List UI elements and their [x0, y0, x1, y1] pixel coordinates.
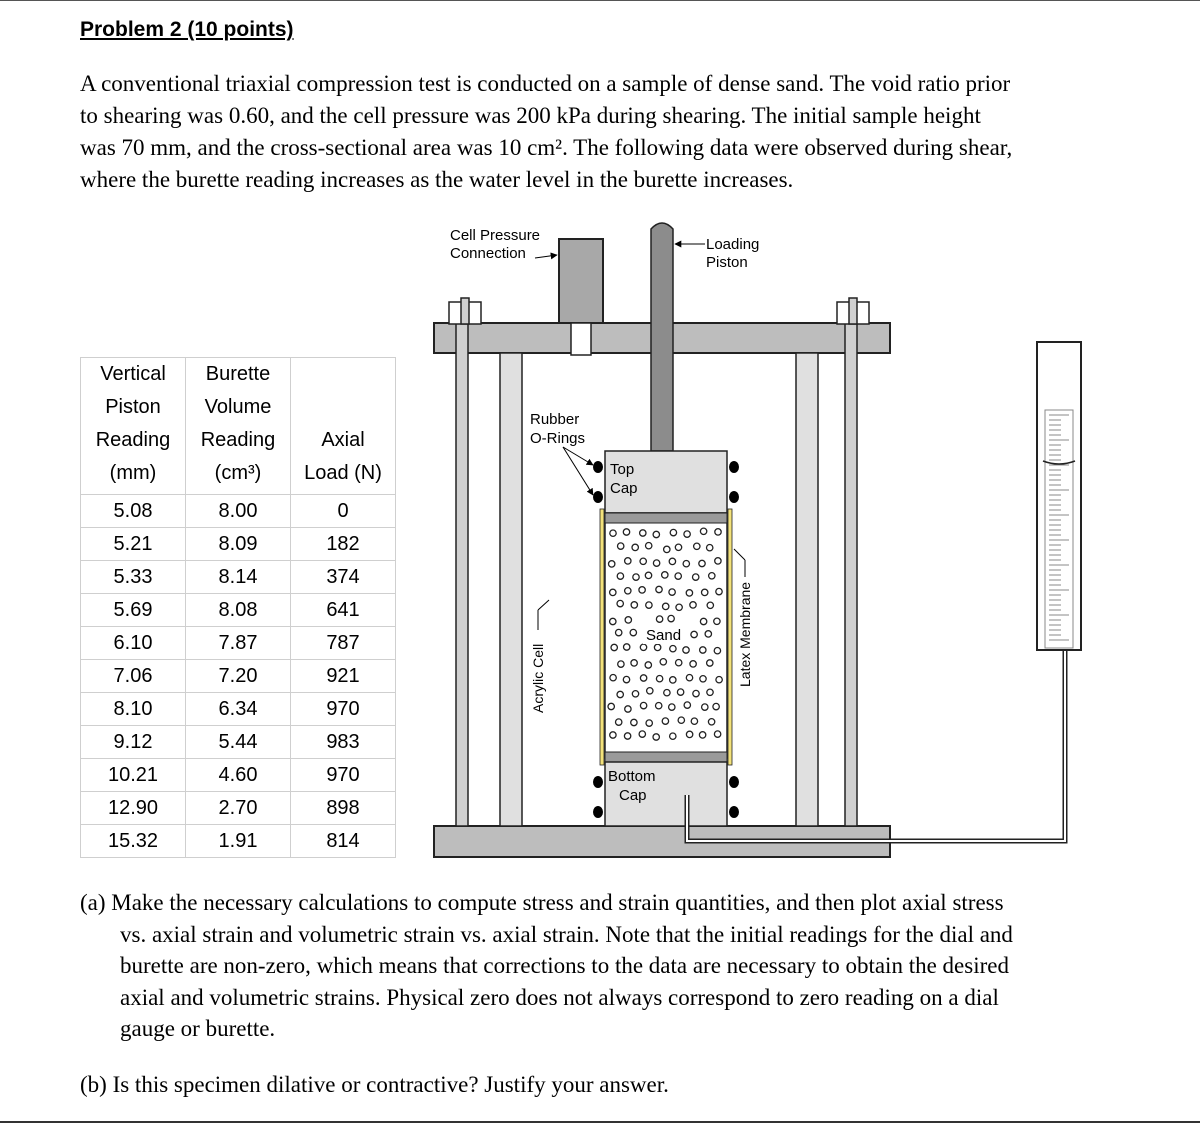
- question-a: [80, 887, 1110, 1045]
- cell-load: 970: [291, 759, 396, 792]
- header-piston-line: Vertical: [100, 363, 166, 385]
- acrylic-cell-wall-right: [796, 353, 818, 826]
- cell-piston: 6.10: [81, 627, 186, 660]
- statement-line: was 70 mm, and the cross-sectional area was 10 cm². The following data were observed during shear,: [80, 135, 1013, 160]
- cell-load: 0: [291, 495, 396, 528]
- cell-load: 787: [291, 627, 396, 660]
- header-piston-line: Reading: [95, 429, 171, 451]
- porous-stone-top: [605, 513, 727, 523]
- cell-pressure-connection: [559, 239, 603, 323]
- label-loading-piston: Piston: [706, 254, 748, 271]
- table-header-row: [81, 358, 396, 495]
- problem-statement: [80, 68, 1120, 196]
- label-bottom-cap: Bottom: [608, 768, 656, 785]
- table-row: [81, 627, 396, 660]
- header-load: [291, 358, 396, 495]
- table-row: [81, 594, 396, 627]
- header-piston-line: Piston: [105, 396, 161, 418]
- latex-membrane-right: [728, 509, 732, 765]
- cell-burette: 6.34: [186, 693, 291, 726]
- question-a-line: axial and volumetric strains. Physical zero does not always correspond to zero reading on a dial: [120, 984, 999, 1010]
- latex-membrane-left: [600, 509, 604, 765]
- table-row: [81, 825, 396, 858]
- top-rule: [0, 0, 1200, 1]
- statement-line: where the burette reading increases as the water level in the burette increases.: [80, 167, 794, 192]
- cell-piston: 8.10: [81, 693, 186, 726]
- tie-rod-right: [837, 298, 869, 826]
- cell-burette: 8.09: [186, 528, 291, 561]
- cell-burette: 8.14: [186, 561, 291, 594]
- table-row: [81, 726, 396, 759]
- table-row: [81, 693, 396, 726]
- cell-piston: 5.69: [81, 594, 186, 627]
- question-a-line: gauge or burette.: [120, 1016, 276, 1041]
- cell-burette: 2.70: [186, 792, 291, 825]
- label-cell-pressure: Cell Pressure: [450, 227, 541, 244]
- label-loading-piston: Loading: [706, 236, 760, 253]
- header-burette-line: (cm³): [214, 462, 262, 484]
- statement-line: to shearing was 0.60, and the cell pressure was 200 kPa during shearing. The initial sample height: [80, 103, 981, 128]
- label-rubber-orings: Rubber: [530, 411, 580, 428]
- cell-piston: 5.08: [81, 495, 186, 528]
- label-top-cap: Top: [610, 461, 635, 478]
- cell-burette: 7.20: [186, 660, 291, 693]
- header-burette: [186, 358, 291, 495]
- label-sand: Sand: [646, 627, 682, 644]
- table-row: [81, 759, 396, 792]
- cell-load: 983: [291, 726, 396, 759]
- label-acrylic-cell: Acrylic Cell: [530, 643, 546, 713]
- acrylic-cell-wall-left: [500, 353, 522, 826]
- question-a-line: burette are non-zero, which means that corrections to the data are necessary to obtain the desired: [120, 953, 1009, 978]
- cell-burette: 1.91: [186, 825, 291, 858]
- burette: [1037, 342, 1081, 650]
- label-bottom-cap: Cap: [619, 787, 647, 804]
- cell-piston: 5.21: [81, 528, 186, 561]
- cell-load: 814: [291, 825, 396, 858]
- header-burette-line: Reading: [200, 429, 276, 451]
- header-piston-line: (mm): [109, 462, 157, 484]
- arrow-orings-2: [563, 447, 593, 495]
- cell-load: 921: [291, 660, 396, 693]
- triaxial-apparatus-diagram: [425, 215, 1145, 865]
- header-burette-line: Burette: [205, 363, 271, 385]
- arrow-acrylic-cell-tip: [538, 600, 549, 610]
- tie-rod-left: [449, 298, 481, 826]
- question-b: (b) Is this specimen dilative or contractive? Justify your answer.: [80, 1072, 669, 1097]
- question-a-line: vs. axial strain and volumetric strain vs. axial strain. Note that the initial readings for the dial and: [120, 921, 1013, 947]
- cell-load: 374: [291, 561, 396, 594]
- header-load-line: Axial: [321, 429, 365, 451]
- label-latex-membrane: Latex Membrane: [737, 581, 753, 687]
- porous-stone-bottom: [605, 752, 727, 762]
- cell-burette: 5.44: [186, 726, 291, 759]
- cell-piston: 5.33: [81, 561, 186, 594]
- table-row: [81, 792, 396, 825]
- arrow-orings-1: [563, 447, 593, 465]
- header-burette-line: Volume: [204, 396, 272, 418]
- cell-burette: 8.08: [186, 594, 291, 627]
- arrow-cell-pressure: [535, 255, 557, 258]
- label-rubber-orings: O-Rings: [530, 430, 586, 447]
- bottom-rule: [0, 1121, 1200, 1123]
- data-table: [80, 357, 396, 858]
- header-load-line: Load (N): [304, 462, 382, 484]
- table-row: [81, 660, 396, 693]
- table-row: [81, 561, 396, 594]
- cell-burette: 4.60: [186, 759, 291, 792]
- cell-piston: 7.06: [81, 660, 186, 693]
- loading-piston: [651, 223, 673, 451]
- question-a-line: (a) Make the necessary calculations to compute stress and strain quantities, and then plot axial stress: [80, 890, 1004, 915]
- cell-pressure-port: [571, 323, 591, 355]
- cell-piston: 15.32: [81, 825, 186, 858]
- label-cell-pressure: Connection: [450, 245, 526, 262]
- statement-line: A conventional triaxial compression test is conducted on a sample of dense sand. The void ratio prior: [80, 71, 1011, 96]
- cell-piston: 9.12: [81, 726, 186, 759]
- cell-piston: 10.21: [81, 759, 186, 792]
- table-row: [81, 495, 396, 528]
- label-top-cap: Cap: [610, 480, 638, 497]
- cell-load: 898: [291, 792, 396, 825]
- cell-load: 641: [291, 594, 396, 627]
- cell-load: 970: [291, 693, 396, 726]
- arrow-latex-membrane-tip: [734, 549, 745, 560]
- cell-load: 182: [291, 528, 396, 561]
- problem-title: Problem 2 (10 points): [80, 18, 294, 41]
- cell-piston: 12.90: [81, 792, 186, 825]
- table-row: [81, 528, 396, 561]
- cell-burette: 7.87: [186, 627, 291, 660]
- cell-burette: 8.00: [186, 495, 291, 528]
- header-piston: [81, 358, 186, 495]
